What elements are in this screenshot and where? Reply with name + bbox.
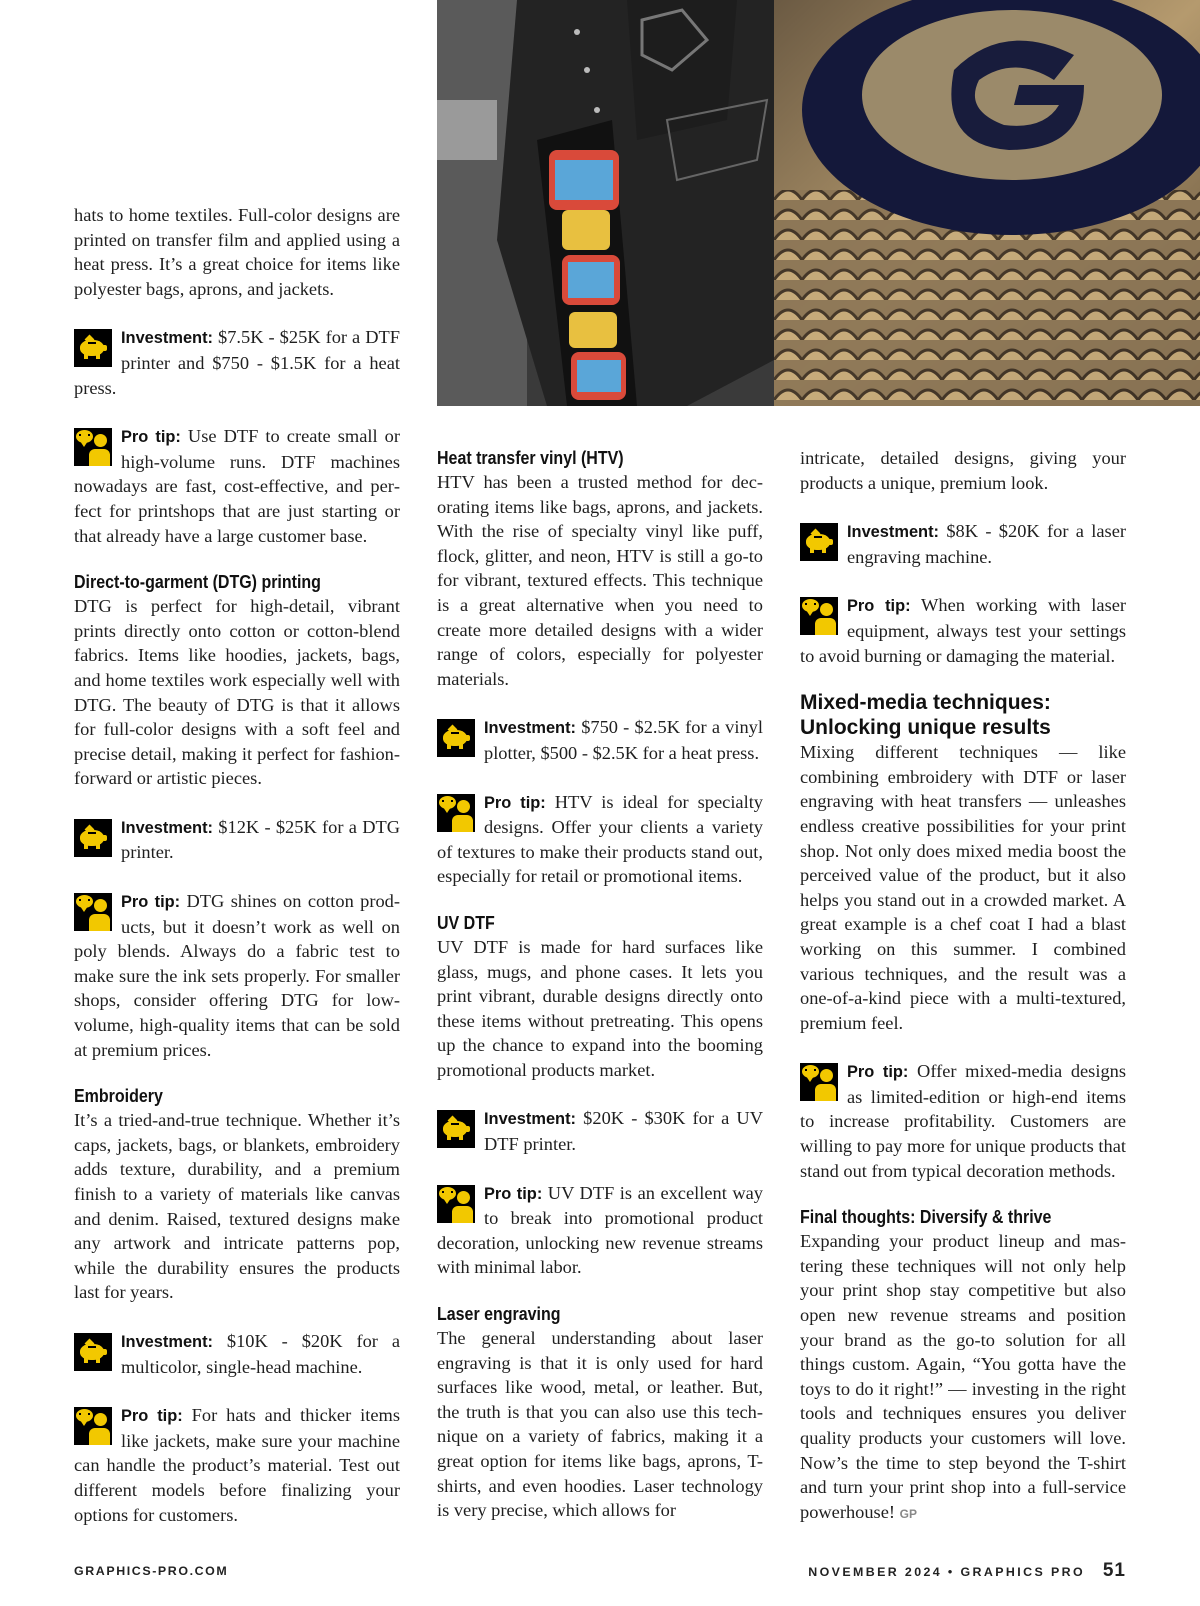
pro-tip-text: Offer mixed-media designs as limited-edition or high-end items to increase profitability. Customers are willing to pay more for unique products that stand out from typical decoration methods. bbox=[800, 1061, 1126, 1181]
uv-dtf-investment-note bbox=[437, 1106, 763, 1156]
column-right bbox=[800, 446, 1126, 1526]
speech-person-icon bbox=[800, 1063, 838, 1101]
pro-tip-label: Pro tip: bbox=[847, 1063, 909, 1082]
embroidery-investment-note bbox=[74, 1329, 400, 1379]
pro-tip-label: Pro tip: bbox=[484, 793, 546, 812]
piggy-bank-icon bbox=[74, 819, 112, 857]
mixed-media-heading-line1: Mixed-media techniques: bbox=[800, 691, 1051, 715]
investment-label: Investment: bbox=[484, 719, 576, 738]
dtf-intro-paragraph: hats to home textiles. Full-color designs are printed on transfer film and applied using a heat press. It’s a great choice for items like polyester bags, aprons, and jackets. bbox=[74, 205, 400, 299]
piggy-bank-icon bbox=[74, 329, 112, 367]
laser-pro-tip bbox=[800, 593, 1126, 668]
column-middle bbox=[437, 446, 763, 1523]
laser-continued-paragraph: intricate, detailed designs, giving your products a unique, premium look. bbox=[800, 448, 1126, 493]
dtg-pro-tip bbox=[74, 889, 400, 1062]
htv-investment-note bbox=[437, 715, 763, 765]
investment-text: $8K - $20K for a laser engraving machine. bbox=[847, 521, 1126, 567]
embroidery-heading: Embroidery bbox=[74, 1085, 163, 1107]
investment-text: $12K - $25K for a DTG printer. bbox=[121, 816, 400, 863]
investment-text: $10K - $20K for a multicolor, single-head machine. bbox=[121, 1330, 400, 1377]
uv-dtf-heading: UV DTF bbox=[437, 911, 495, 933]
pro-tip-label: Pro tip: bbox=[121, 893, 181, 912]
investment-text: $750 - $2.5K for a vinyl plotter, $500 - $2.5K for a heat press. bbox=[484, 717, 763, 763]
speech-person-icon bbox=[74, 1407, 112, 1445]
speech-person-icon bbox=[437, 1185, 475, 1223]
mixed-media-pro-tip bbox=[800, 1059, 1126, 1183]
photo-laser-engraved-fabric bbox=[774, 0, 1200, 406]
pro-tip-text: DTG shines on cotton products, but it doesn’t work as well on poly blends. Always do a fabric test to make sure the ink sets properly. For smaller shops, consider offering DTG for low-volume, high-quality items that can be sold at premium prices. bbox=[74, 891, 401, 1060]
investment-label: Investment: bbox=[847, 523, 939, 542]
final-thoughts-text: Expanding your product lineup and mastering these techniques will not only help your print shop stay competitive but also open new revenue streams and position your brand as the go-to solution for all things custom. Again, “You gotta have the toys to do it right!” — investing in the right tools and techniques ensures you deliver quality products your customers will love. Now’s the time to step beyond the T-shirt and turn your print shop into a full-service powerhouse! bbox=[800, 1231, 1126, 1522]
investment-text: $20K - $30K for a UV DTF printer. bbox=[484, 1108, 763, 1155]
pro-tip-text: UV DTF is an excellent way to break into promotional product decoration, unlocking new revenue streams with minimal labor. bbox=[437, 1182, 763, 1278]
embroidery-pro-tip bbox=[74, 1403, 400, 1527]
engraved-photo-art bbox=[774, 0, 1200, 406]
pro-tip-label: Pro tip: bbox=[121, 428, 181, 447]
pro-tip-text: Use DTF to create small or high-volume runs. DTF machines nowadays are fast, cost-effective, and perfect for printshops that are just starting or that already have a large customer base. bbox=[74, 426, 400, 546]
speech-person-icon bbox=[800, 597, 838, 635]
piggy-bank-icon bbox=[74, 1333, 112, 1371]
jacket-photo-art bbox=[437, 0, 774, 406]
laser-heading: Laser engraving bbox=[437, 1303, 561, 1325]
speech-person-icon bbox=[437, 794, 475, 832]
speech-person-icon bbox=[74, 893, 112, 931]
investment-text: $7.5K - $25K for a DTF printer and $750 - $1.5K for a heat press. bbox=[74, 327, 400, 398]
end-mark: GP bbox=[899, 1506, 917, 1521]
laser-investment-note bbox=[800, 519, 1126, 569]
piggy-bank-icon bbox=[800, 523, 838, 561]
page-number: 51 bbox=[1102, 1560, 1126, 1581]
pro-tip-label: Pro tip: bbox=[484, 1184, 543, 1203]
dtg-heading: Direct-to-garment (DTG) printing bbox=[74, 571, 321, 593]
mixed-media-heading-line2: Unlocking unique results bbox=[800, 716, 1051, 740]
column-left bbox=[74, 203, 400, 1527]
footer-website: GRAPHICS-PRO.COM bbox=[74, 1564, 229, 1578]
final-thoughts-paragraph bbox=[800, 1229, 1126, 1526]
htv-paragraph: HTV has been a trusted method for decorating items like bags, aprons, and jackets. With the rise of specialty vinyl like puff, flock, glitter, and neon, HTV is still a go-to for vibrant, textured effects. This technique is a great alternative when you need to create more detailed designs with a wider range of colors, especially for polyester materials. bbox=[437, 472, 763, 689]
htv-heading: Heat transfer vinyl (HTV) bbox=[437, 447, 624, 468]
pro-tip-label: Pro tip: bbox=[121, 1407, 183, 1426]
htv-pro-tip bbox=[437, 790, 763, 889]
dtf-investment-note bbox=[74, 325, 400, 400]
dtg-investment-note bbox=[74, 815, 400, 865]
footer-issue bbox=[808, 1560, 1126, 1582]
uv-dtf-paragraph: UV DTF is made for hard surfaces like glass, mugs, and phone cases. It lets you print vibrant, durable designs directly onto these items without pretreating. This opens up the chance to expand into the booming promotional products market. bbox=[437, 936, 763, 1080]
investment-label: Investment: bbox=[484, 1110, 576, 1129]
pro-tip-label: Pro tip: bbox=[847, 597, 911, 616]
pro-tip-text: When working with laser equipment, always test your settings to avoid burning or damaging the material. bbox=[800, 595, 1127, 666]
final-thoughts-heading: Final thoughts: Diversify & thrive bbox=[800, 1206, 1052, 1228]
footer-issue-text: NOVEMBER 2024 • GRAPHICS PRO bbox=[808, 1565, 1086, 1579]
investment-label: Investment: bbox=[121, 818, 213, 837]
piggy-bank-icon bbox=[437, 719, 475, 757]
investment-label: Investment: bbox=[121, 329, 213, 348]
pro-tip-text: For hats and thicker items like jackets, make sure your machine can handle the product’s material. Test out different models before finalizing your options for customers. bbox=[74, 1405, 400, 1525]
mixed-media-paragraph: Mixing different techniques — like combining embroidery with DTF or laser engraving with heat transfers — unleashes endless creative possibilities for your print shop. Not only does mixed media boost the perceived value of the product, but it also helps you stand out in a crowded market. A great example is a chef coat I had a blast working on this summer. I combined various techniques, and the result was a one-of-a-kind piece with a multi-textured, premium feel. bbox=[800, 742, 1126, 1033]
dtf-pro-tip bbox=[74, 424, 400, 548]
pro-tip-text: HTV is ideal for specialty designs. Offer your clients a variety of textures to make their products stand out, especially for retail or promotional items. bbox=[437, 791, 764, 887]
dtg-paragraph: DTG is perfect for high-detail, vibrant prints directly onto cotton or cotton-blend fabrics. Items like hoodies, jackets, bags, and home textiles work especially well with DTG. The beauty of DTG is that it allows for full-color designs with a soft feel and precise detail, making it perfect for fashion-forward or artistic pieces. bbox=[74, 596, 400, 789]
uv-dtf-pro-tip bbox=[437, 1181, 763, 1280]
embroidery-paragraph: It’s a tried-and-true technique. Whether it’s caps, jackets, bags, or blankets, embroidery adds texture, durability, and a premium finish to a variety of materials like canvas and denim. Raised, textured designs make any artwork and intricate patterns pop, while the durability ensures the products last for years. bbox=[74, 1110, 400, 1303]
investment-label: Investment: bbox=[121, 1332, 213, 1351]
speech-person-icon bbox=[74, 428, 112, 466]
piggy-bank-icon bbox=[437, 1110, 475, 1148]
laser-paragraph: The general understanding about laser engraving is that it is only used for hard surfaces like wood, metal, or leather. But, the truth is that you can also use this technique on a variety of fabrics, making it a great option for items like bags, aprons, T-shirts, and even hoodies. Laser technology is very precise, which allows for bbox=[437, 1328, 763, 1521]
photo-embroidered-jacket bbox=[437, 0, 774, 406]
